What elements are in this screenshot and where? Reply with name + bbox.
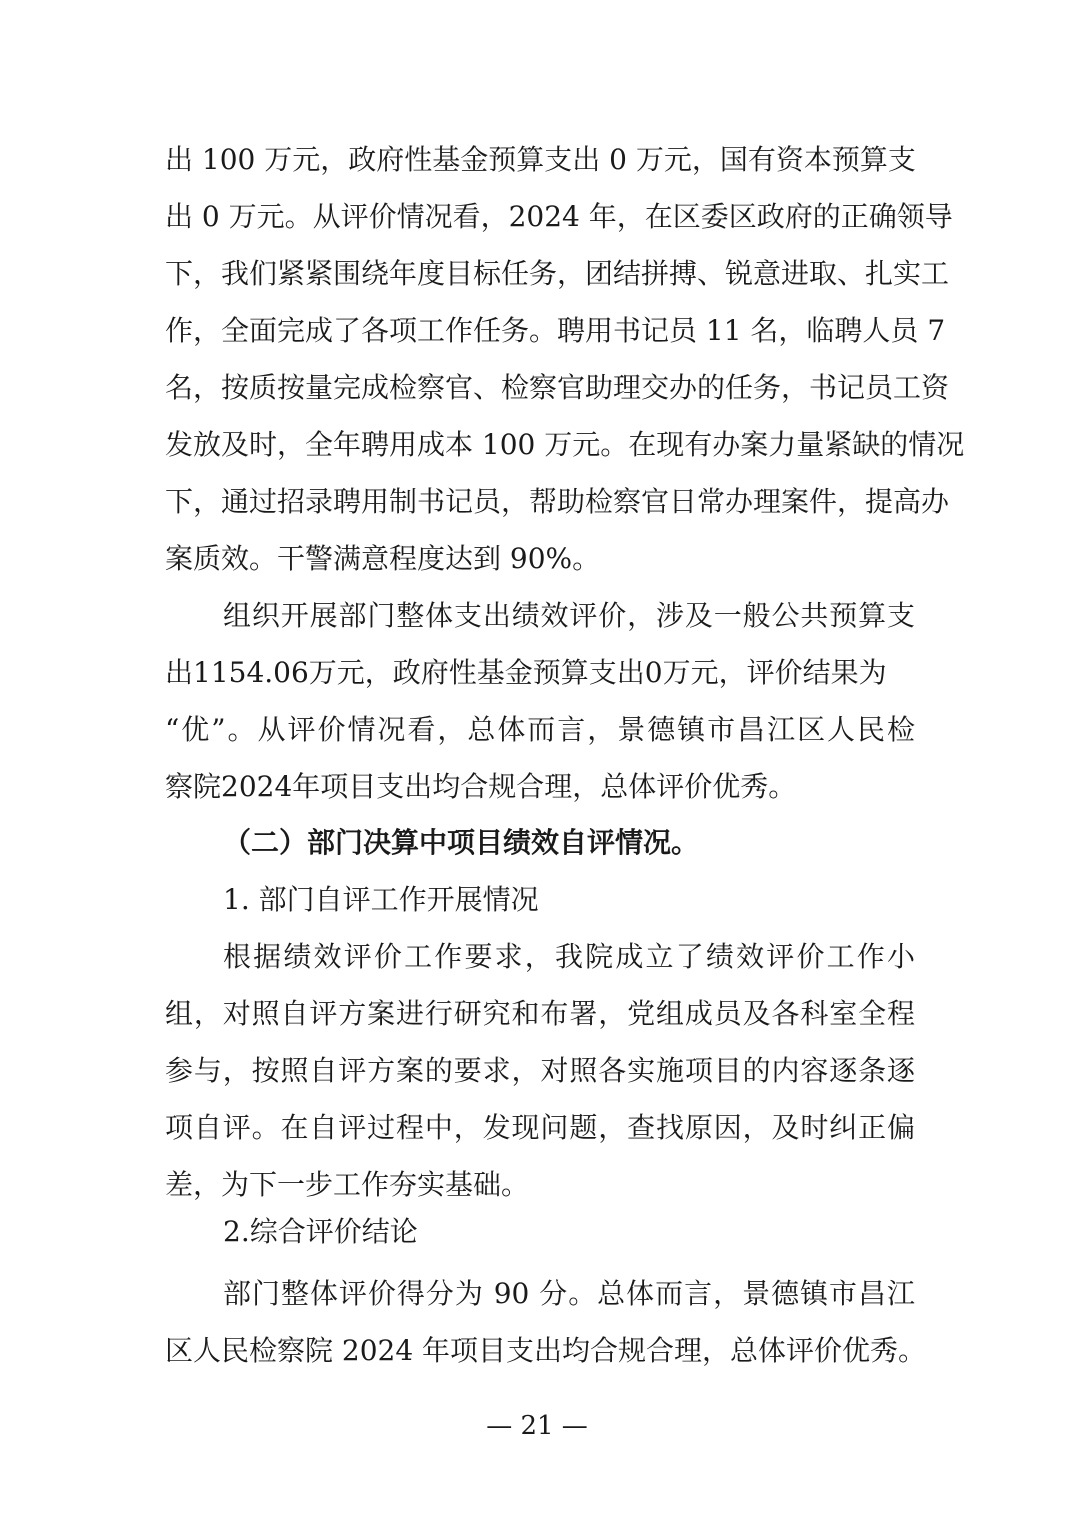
- paragraph-4-line-2: 区人民检察院 2024 年项目支出均合规合理，总体评价优秀。: [165, 1334, 927, 1367]
- subheading-2: 2.综合评价结论: [223, 1215, 418, 1248]
- paragraph-1-line-4: 作，全面完成了各项工作任务。聘用书记员 11 名，临聘人员 7: [165, 314, 946, 347]
- paragraph-3-line-4: 项自评。在自评过程中，发现问题，查找原因，及时纠正偏: [165, 1111, 915, 1144]
- paragraph-2-line-2: 出1154.06万元，政府性基金预算支出0万元，评价结果为: [165, 656, 887, 689]
- paragraph-2-line-4: 察院2024年项目支出均合规合理，总体评价优秀。: [165, 770, 797, 803]
- section-heading: （二）部门决算中项目绩效自评情况。: [223, 826, 700, 859]
- paragraph-1-line-7: 下，通过招录聘用制书记员，帮助检察官日常办理案件，提高办: [165, 485, 950, 518]
- paragraph-1-line-8: 案质效。干警满意程度达到 90%。: [165, 542, 601, 575]
- paragraph-2-line-1: 组织开展部门整体支出绩效评价，涉及一般公共预算支: [223, 599, 915, 632]
- paragraph-3-line-2: 组，对照自评方案进行研究和布署，党组成员及各科室全程: [165, 997, 915, 1030]
- paragraph-4-line-1: 部门整体评价得分为 90 分。总体而言，景德镇市昌江: [223, 1277, 915, 1310]
- page-number: — 21 —: [486, 1411, 588, 1441]
- paragraph-1-line-3: 下，我们紧紧围绕年度目标任务，团结拼搏、锐意进取、扎实工: [165, 257, 950, 290]
- paragraph-3-line-1: 根据绩效评价工作要求，我院成立了绩效评价工作小: [223, 940, 915, 973]
- paragraph-3-line-3: 参与，按照自评方案的要求，对照各实施项目的内容逐条逐: [165, 1054, 915, 1087]
- subheading-1: 1. 部门自评工作开展情况: [223, 883, 539, 916]
- paragraph-2-line-3: “优”。从评价情况看，总体而言，景德镇市昌江区人民检: [165, 713, 915, 746]
- paragraph-1-line-6: 发放及时，全年聘用成本 100 万元。在现有办案力量紧缺的情况: [165, 428, 965, 461]
- paragraph-1-line-2: 出 0 万元。从评价情况看，2024 年，在区委区政府的正确领导: [165, 200, 953, 233]
- paragraph-3-line-5: 差，为下一步工作夯实基础。: [165, 1168, 530, 1201]
- paragraph-1-line-1: 出 100 万元，政府性基金预算支出 0 万元，国有资本预算支: [165, 143, 916, 176]
- paragraph-1-line-5: 名，按质按量完成检察官、检察官助理交办的任务，书记员工资: [165, 371, 950, 404]
